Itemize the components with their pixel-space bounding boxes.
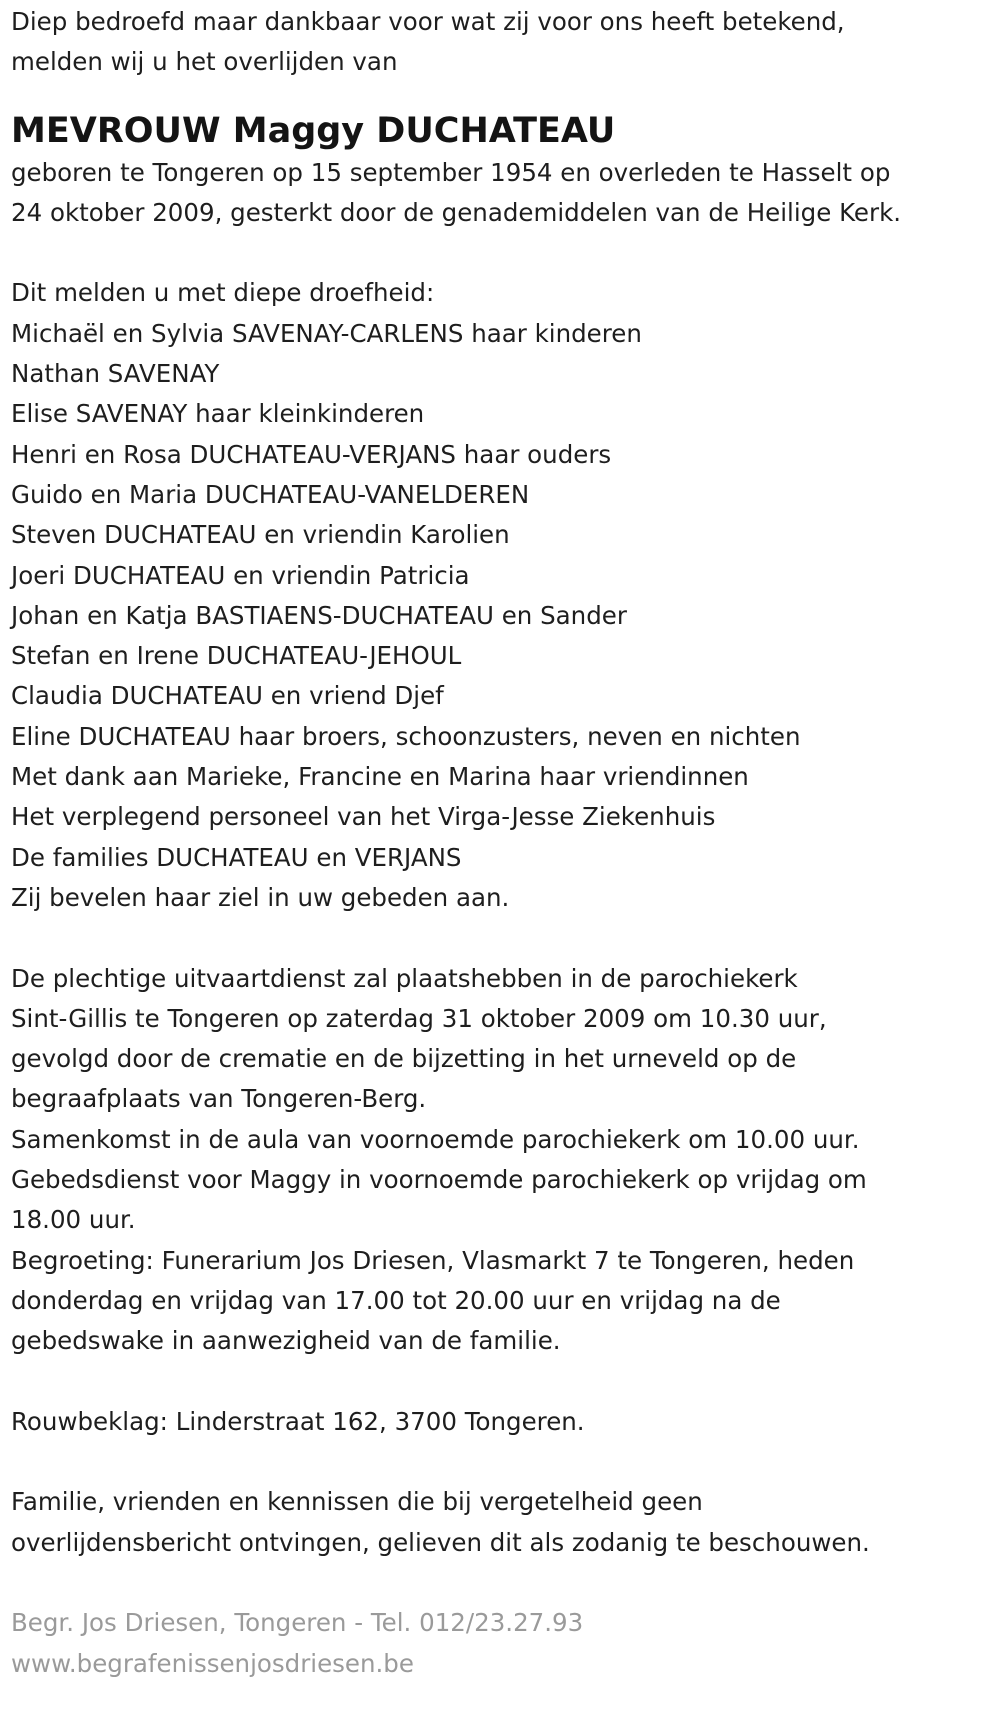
undertaker-website: www.begrafenissenjosdriesen.be: [11, 1648, 414, 1678]
mourner-line: Guido en Maria DUCHATEAU-VANELDEREN: [11, 479, 530, 509]
mourner-line: Zij bevelen haar ziel in uw gebeden aan.: [11, 882, 510, 912]
intro-line: melden wij u het overlijden van: [11, 47, 398, 77]
ceremony-line: gevolgd door de crematie en de bijzetting in het urneveld op de: [11, 1044, 797, 1074]
mourner-line: Het verplegend personeel van het Virga-Jesse Ziekenhuis: [11, 802, 716, 832]
footer: [11, 1603, 991, 1684]
mourner-line: Claudia DUCHATEAU en vriend Djef: [11, 681, 444, 711]
spacer: [11, 918, 991, 958]
ceremony-line: Samenkomst in de aula van voornoemde parochiekerk om 10.00 uur.: [11, 1124, 860, 1154]
condolence-address: Rouwbeklag: Linderstraat 162, 3700 Tongeren.: [11, 1406, 585, 1436]
birth-death-text: [11, 153, 991, 234]
closing-line: Familie, vrienden en kennissen die bij vergetelheid geen: [11, 1487, 703, 1517]
mourners-list: [11, 273, 991, 918]
ceremony-line: De plechtige uitvaartdienst zal plaatshebben in de parochiekerk: [11, 963, 798, 993]
spacer: [11, 233, 991, 273]
spacer: [11, 1362, 991, 1402]
intro-text: [11, 2, 991, 83]
mourner-line: Joeri DUCHATEAU en vriendin Patricia: [11, 560, 470, 590]
mourner-line: Nathan SAVENAY: [11, 359, 220, 389]
ceremony-line: Gebedsdienst voor Maggy in voornoemde parochiekerk op vrijdag om: [11, 1165, 867, 1195]
ceremony-line: Sint-Gillis te Tongeren op zaterdag 31 oktober 2009 om 10.30 uur,: [11, 1003, 827, 1033]
birth-death-line: 24 oktober 2009, gesterkt door de genademiddelen van de Heilige Kerk.: [11, 197, 902, 227]
deceased-name: MEVROUW Maggy DUCHATEAU: [11, 110, 616, 151]
mourner-line: Met dank aan Marieke, Francine en Marina haar vriendinnen: [11, 762, 749, 792]
mourner-line: Johan en Katja BASTIAENS-DUCHATEAU en Sander: [11, 600, 627, 630]
ceremony-line: gebedswake in aanwezigheid van de familie.: [11, 1326, 561, 1356]
undertaker-info: Begr. Jos Driesen, Tongeren - Tel. 012/23.27.93: [11, 1608, 584, 1638]
closing-line: overlijdensbericht ontvingen, gelieven dit als zodanig te beschouwen.: [11, 1527, 870, 1557]
mourner-line: Elise SAVENAY haar kleinkinderen: [11, 399, 425, 429]
mourner-line: Michaël en Sylvia SAVENAY-CARLENS haar kinderen: [11, 318, 642, 348]
mourner-line: Stefan en Irene DUCHATEAU-JEHOUL: [11, 641, 462, 671]
ceremony-line: begraafplaats van Tongeren-Berg.: [11, 1084, 427, 1114]
mourners-heading: Dit melden u met diepe droefheid:: [11, 278, 435, 308]
mourner-line: De families DUCHATEAU en VERJANS: [11, 842, 462, 872]
ceremony-line: 18.00 uur.: [11, 1205, 136, 1235]
ceremony-line: Begroeting: Funerarium Jos Driesen, Vlasmarkt 7 te Tongeren, heden: [11, 1245, 855, 1275]
spacer: [11, 1563, 991, 1603]
death-notice: [11, 0, 991, 1684]
mourner-line: Steven DUCHATEAU en vriendin Karolien: [11, 520, 510, 550]
intro-line: Diep bedroefd maar dankbaar voor wat zij voor ons heeft betekend,: [11, 7, 845, 36]
mourner-line: Eline DUCHATEAU haar broers, schoonzusters, neven en nichten: [11, 721, 801, 751]
closing-text: [11, 1482, 991, 1563]
birth-death-line: geboren te Tongeren op 15 september 1954 en overleden te Hasselt op: [11, 157, 891, 187]
spacer: [11, 1442, 991, 1482]
mourner-line: Henri en Rosa DUCHATEAU-VERJANS haar ouders: [11, 439, 612, 469]
ceremony-line: donderdag en vrijdag van 17.00 tot 20.00 uur en vrijdag na de: [11, 1285, 781, 1315]
ceremony-details: [11, 959, 991, 1362]
